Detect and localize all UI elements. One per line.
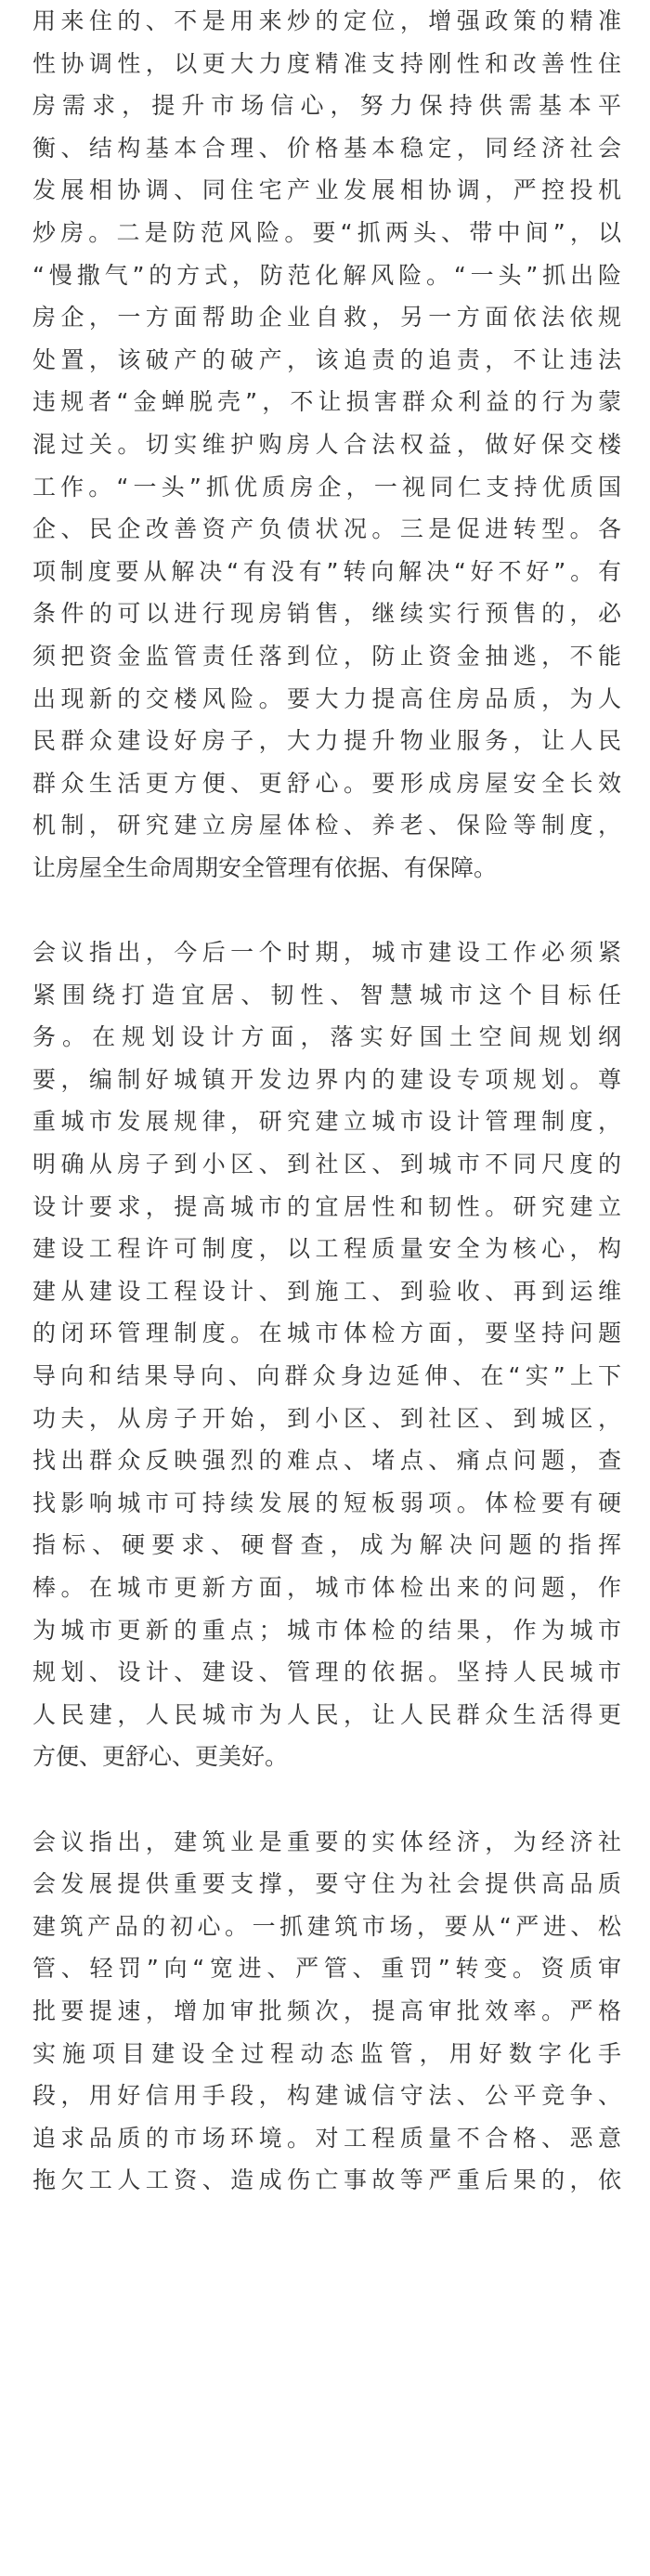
text-line: 炒房。二是防范风险。要“抓两头、带中间”，以 [32, 218, 621, 246]
text-line: 设计要求，提高城市的宜居性和韧性。研究建立 [32, 1192, 621, 1220]
text-line: 机制，研究建立房屋体检、养老、保险等制度， [32, 812, 621, 839]
text-line: 会发展提供重要支撑，要守住为社会提供高品质 [32, 1870, 621, 1898]
text-line: 性协调性，以更大力度精准支持刚性和改善性住 [32, 49, 621, 77]
text-line: 企、民企改善资产负债状况。三是促进转型。各 [32, 515, 621, 543]
text-line: 管、轻罚”向“宽进、严管、重罚”转变。资质审 [32, 1955, 621, 1983]
text-line: 重城市发展规律，研究建立城市设计管理制度， [32, 1108, 621, 1136]
text-line: 方便、更舒心、更美好。 [32, 1743, 289, 1771]
text-line: 出现新的交楼风险。要大力提高住房品质，为人 [32, 684, 621, 712]
text-line: 衡、结构基本合理、价格基本稳定，同经济社会 [32, 134, 621, 162]
text-line: 处置，该破产的破产，该追责的追责，不让违法 [32, 345, 621, 373]
text-line: 段，用好信用手段，构建诚信守法、公平竞争、 [32, 2082, 621, 2110]
text-line: 为城市更新的重点；城市体检的结果，作为城市 [32, 1616, 621, 1644]
text-line: 会议指出，建筑业是重要的实体经济，为经济社 [32, 1828, 621, 1855]
text-line: 混过关。切实维护购房人合法权益，做好保交楼 [32, 430, 621, 458]
text-line: 让房屋全生命周期安全管理有依据、有保障。 [32, 853, 498, 881]
text-line: 要，编制好城镇开发边界内的建设专项规划。尊 [32, 1065, 621, 1093]
text-line: 追求品质的市场环境。对工程质量不合格、恶意 [32, 2124, 621, 2152]
text-line: 批要提速，增加审批频次，提高审批效率。严格 [32, 1997, 621, 2024]
text-line: 项制度要从解决“有没有”转向解决“好不好”。有 [32, 557, 621, 585]
article-body [32, 0, 621, 2202]
text-line: 建从建设工程设计、到施工、到验收、再到运维 [32, 1277, 621, 1305]
text-line: “慢撒气”的方式，防范化解风险。“一头”抓出险 [32, 261, 621, 289]
text-line: 规划、设计、建设、管理的依据。坚持人民城市 [32, 1659, 621, 1686]
text-line: 功夫，从房子开始，到小区、到社区、到城区， [32, 1404, 621, 1432]
text-line: 房需求，提升市场信心，努力保持供需基本平 [32, 92, 621, 120]
text-line: 工作。“一头”抓优质房企，一视同仁支持优质国 [32, 473, 621, 501]
paragraph-urban-construction [32, 931, 621, 1778]
text-line: 房企，一方面帮助企业自救，另一方面依法依规 [32, 304, 621, 332]
text-line: 人民建，人民城市为人民，让人民群众生活得更 [32, 1700, 621, 1728]
text-line: 用来住的、不是用来炒的定位，增强政策的精准 [32, 7, 621, 34]
paragraph-spacer [32, 1778, 621, 1821]
text-line: 发展相协调、同住宅产业发展相协调，严控投机 [32, 176, 621, 204]
text-line: 务。在规划设计方面，落实好国土空间规划纲 [32, 1023, 621, 1051]
text-line: 拖欠工人工资、造成伤亡事故等严重后果的，依 [32, 2166, 621, 2194]
text-line: 建设工程许可制度，以工程质量安全为核心，构 [32, 1235, 621, 1263]
text-line: 建筑产品的初心。一抓建筑市场，要从“严进、松 [32, 1912, 621, 1940]
text-line: 违规者“金蝉脱壳”，不让损害群众利益的行为蒙 [32, 388, 621, 416]
text-line: 民群众建设好房子，大力提升物业服务，让人民 [32, 727, 621, 755]
text-line: 实施项目建设全过程动态监管，用好数字化手 [32, 2039, 621, 2067]
paragraph-spacer [32, 889, 621, 931]
paragraph-housing-policy [32, 0, 621, 889]
text-line: 找出群众反映强烈的难点、堵点、痛点问题，查 [32, 1447, 621, 1475]
text-line: 群众生活更方便、更舒心。要形成房屋安全长效 [32, 769, 621, 797]
text-line: 须把资金监管责任落到位，防止资金抽逃，不能 [32, 642, 621, 670]
text-line: 指标、硬要求、硬督查，成为解决问题的指挥 [32, 1531, 621, 1559]
text-line: 的闭环管理制度。在城市体检方面，要坚持问题 [32, 1320, 621, 1347]
text-line: 明确从房子到小区、到社区、到城市不同尺度的 [32, 1151, 621, 1178]
paragraph-construction-industry [32, 1821, 621, 2202]
text-line: 棒。在城市更新方面，城市体检出来的问题，作 [32, 1573, 621, 1601]
text-line: 找影响城市可持续发展的短板弱项。体检要有硬 [32, 1489, 621, 1516]
text-line: 导向和结果导向、向群众身边延伸、在“实”上下 [32, 1362, 621, 1389]
text-line: 紧围绕打造宜居、韧性、智慧城市这个目标任 [32, 981, 621, 1008]
text-line: 条件的可以进行现房销售，继续实行预售的，必 [32, 600, 621, 628]
text-line: 会议指出，今后一个时期，城市建设工作必须紧 [32, 939, 621, 967]
